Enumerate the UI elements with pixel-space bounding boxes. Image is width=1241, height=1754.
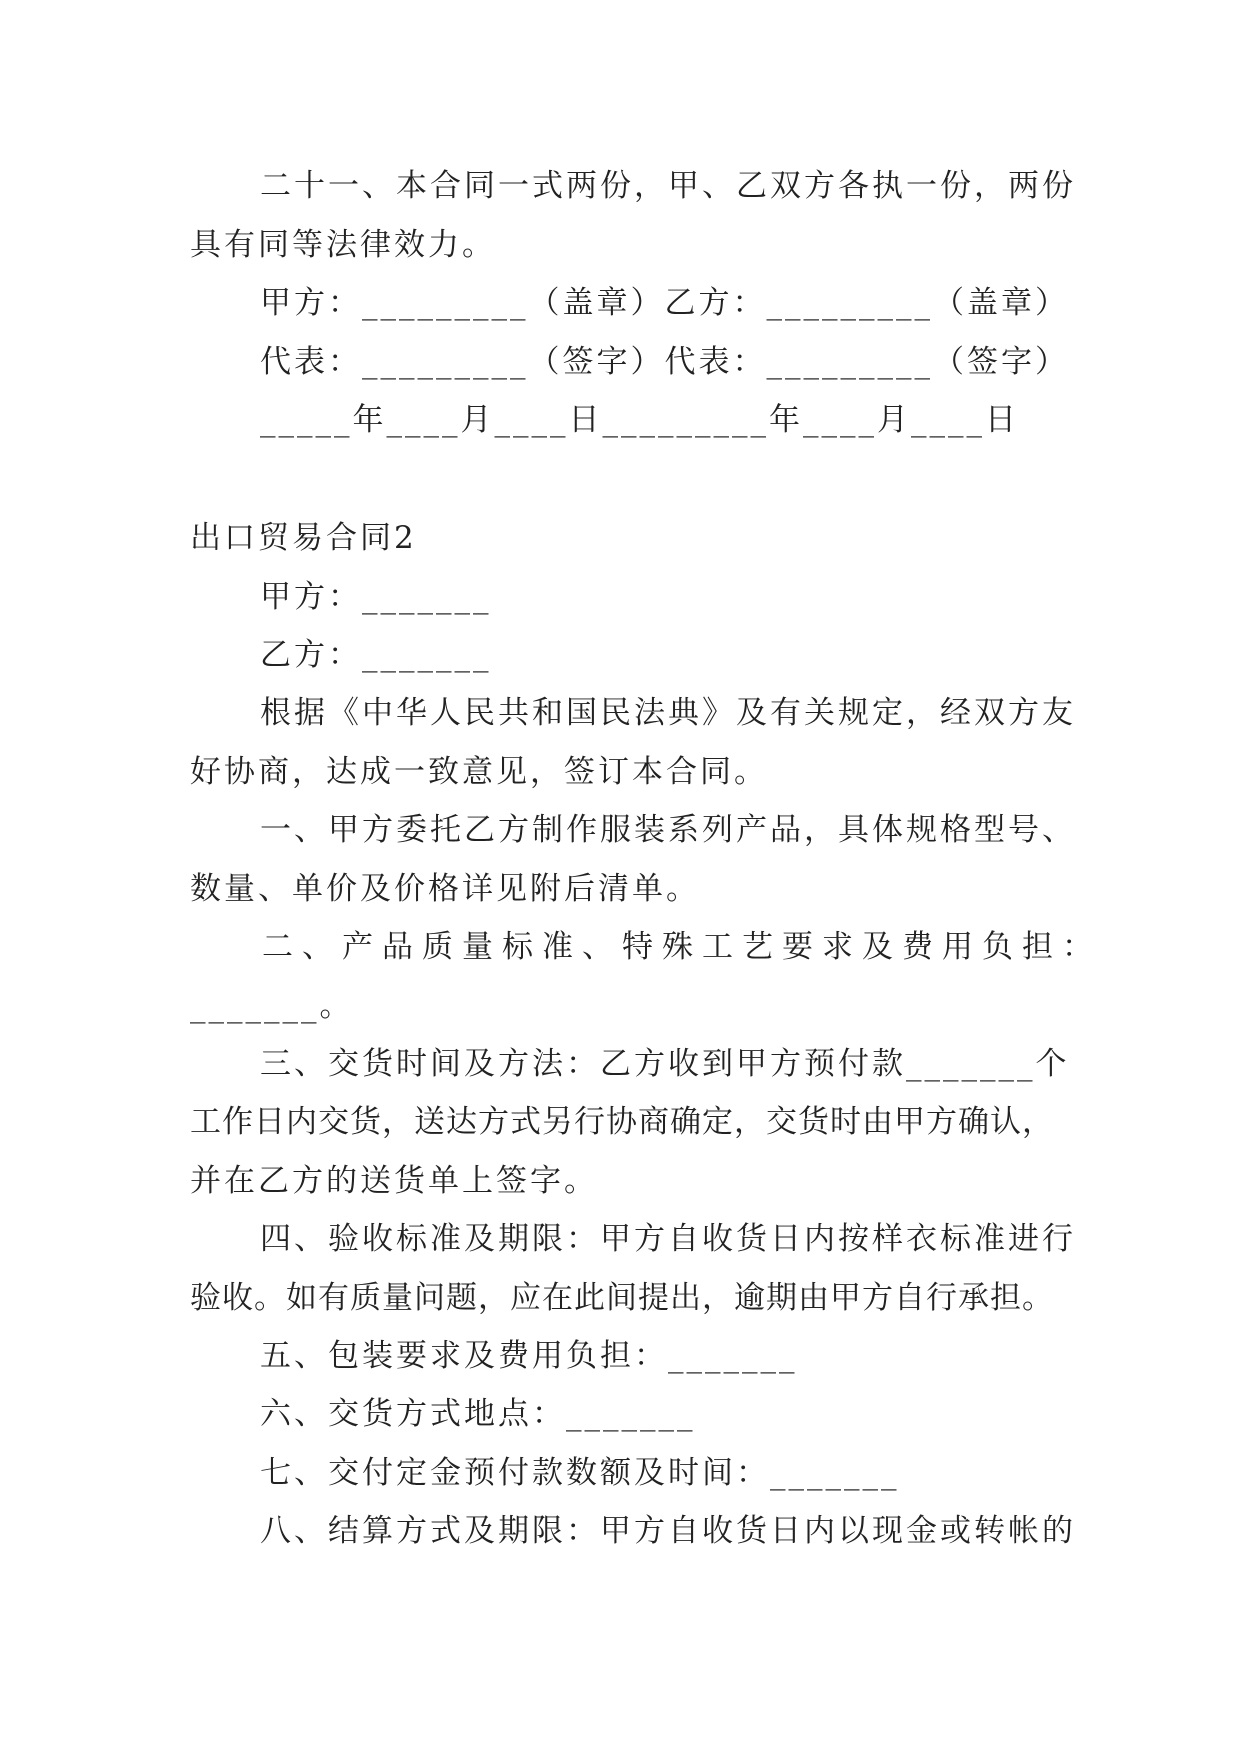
- clause-6-line: 六、交货方式地点：_______: [260, 1396, 696, 1432]
- clause-3-line-2: 工作日内交货，送达方式另行协商确定，交货时由甲方确认，: [190, 1104, 1054, 1140]
- clause-8-line-1: 八、结算方式及期限：甲方自收货日内以现金或转帐的: [260, 1513, 1076, 1549]
- contract-title: 出口贸易合同2: [190, 520, 417, 556]
- clause-2-line-1: 二、产品质量标准、特殊工艺要求及费用负担：: [262, 929, 1102, 965]
- date-line: _____年____月____日_________年____月____日: [260, 402, 1019, 438]
- signature-line: 代表：_________（签字）代表：_________（签字）: [260, 344, 1069, 380]
- preamble-line-1: 根据《中华人民共和国民法典》及有关规定，经双方友: [260, 695, 1076, 731]
- clause-7-line: 七、交付定金预付款数额及时间：_______: [260, 1455, 900, 1491]
- clause-5-line: 五、包装要求及费用负担：_______: [260, 1338, 798, 1374]
- clause-3-line-1: 三、交货时间及方法：乙方收到甲方预付款_______个: [260, 1046, 1070, 1082]
- clause-2-line-2: _______。: [190, 988, 354, 1024]
- clause-4-line-1: 四、验收标准及期限：甲方自收货日内按样衣标准进行: [260, 1221, 1076, 1257]
- clause-1-line-2: 数量、单价及价格详见附后清单。: [190, 871, 700, 907]
- clause-4-line-2: 验收。如有质量问题，应在此间提出，逾期由甲方自行承担。: [190, 1280, 1054, 1316]
- party-a-line: 甲方：_______: [260, 579, 492, 615]
- preamble-line-2: 好协商，达成一致意见，签订本合同。: [190, 754, 768, 790]
- party-b-line: 乙方：_______: [260, 637, 492, 673]
- clause-21-line-2: 具有同等法律效力。: [190, 227, 496, 263]
- clause-21-line-1: 二十一、本合同一式两份，甲、乙双方各执一份，两份: [260, 168, 1076, 204]
- clause-1-line-1: 一、甲方委托乙方制作服装系列产品，具体规格型号、: [260, 812, 1076, 848]
- clause-3-line-3: 并在乙方的送货单上签字。: [190, 1163, 598, 1199]
- seal-line: 甲方：_________（盖章）乙方：_________（盖章）: [260, 285, 1069, 321]
